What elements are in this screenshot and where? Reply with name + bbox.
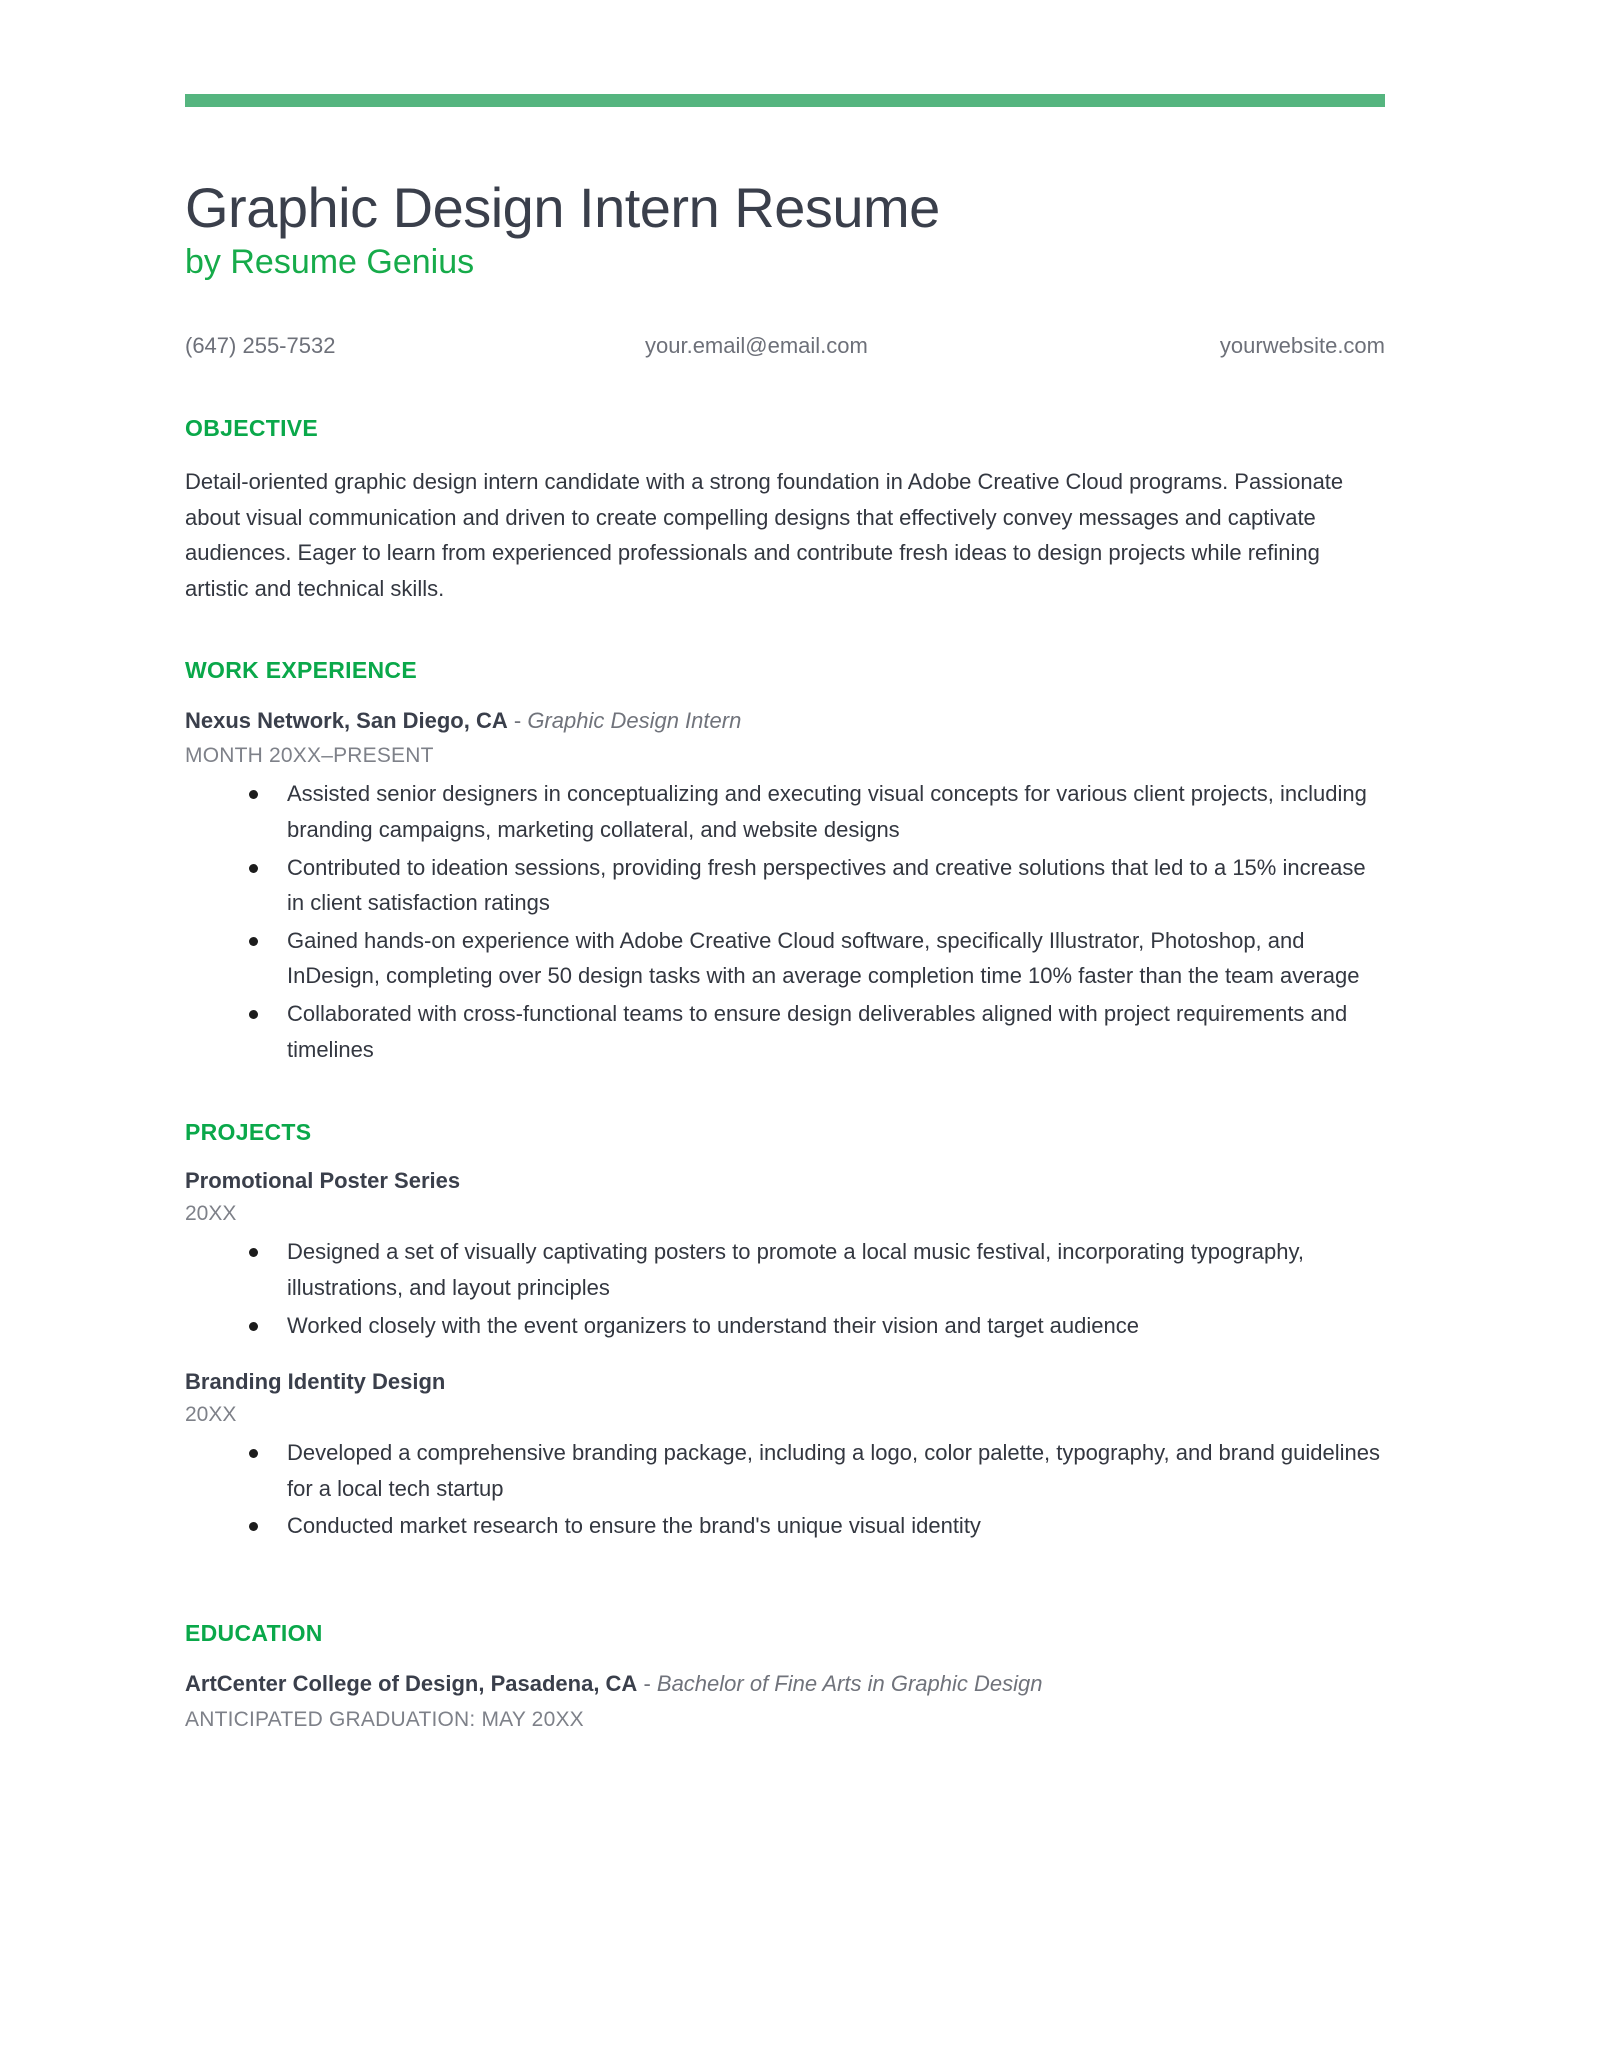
objective-text: Detail-oriented graphic design intern candidate with a strong foundation in Adobe Creative Cloud programs. Passionate about visual communication and driven to create compelling designs that effectively convey messages and captivate audiences. Eager to learn from experienced professionals and contribute fresh ideas to design projects while refining artistic and technical skills. xyxy=(185,469,1344,601)
project-year: 20XX xyxy=(185,1403,237,1427)
project-year: 20XX xyxy=(185,1202,237,1226)
education-separator: - xyxy=(637,1671,657,1697)
page-subtitle: by Resume Genius xyxy=(185,243,475,281)
project-name: Promotional Poster Series xyxy=(185,1168,461,1194)
section-heading-work-experience: WORK EXPERIENCE xyxy=(185,656,417,683)
project-name: Branding Identity Design xyxy=(185,1369,446,1395)
project-bullet-list xyxy=(185,1234,1385,1343)
work-dates: MONTH 20XX–PRESENT xyxy=(185,744,434,768)
contact-website: yourwebsite.com xyxy=(1219,333,1385,358)
project-bullet: Developed a comprehensive branding package, including a logo, color palette, typography, and brand guidelines for a local tech startup xyxy=(245,1435,1385,1506)
education-school: ArtCenter College of Design, Pasadena, CA xyxy=(185,1671,638,1697)
section-objective xyxy=(185,415,1385,607)
education-entry-header xyxy=(185,1669,1385,1700)
section-education xyxy=(185,1620,1385,1732)
work-entry xyxy=(185,706,1385,1068)
spacer xyxy=(185,1570,1385,1620)
work-bullet: Assisted senior designers in conceptualizing and executing visual concepts for various client projects, including branding campaigns, marketing collateral, and website designs xyxy=(245,776,1385,847)
education-graduation: ANTICIPATED GRADUATION: MAY 20XX xyxy=(185,1707,584,1731)
work-entry-header xyxy=(185,706,1385,737)
resume-sections xyxy=(185,415,1385,1740)
contact-phone: (647) 255-7532 xyxy=(185,333,336,358)
section-work-experience xyxy=(185,657,1385,1068)
work-bullet: Contributed to ideation sessions, providing fresh perspectives and creative solutions that led to a 15% increase in client satisfaction ratings xyxy=(245,850,1385,921)
contact-row xyxy=(185,333,1385,359)
section-heading-projects: PROJECTS xyxy=(185,1119,312,1146)
accent-bar xyxy=(185,94,1385,107)
spacer xyxy=(185,1069,1385,1119)
education-degree: Bachelor of Fine Arts in Graphic Design xyxy=(656,1671,1043,1697)
work-separator: - xyxy=(507,707,528,733)
work-organization: Nexus Network, San Diego, CA xyxy=(185,707,508,733)
project-bullet-list xyxy=(185,1435,1385,1544)
page-title: Graphic Design Intern Resume xyxy=(185,175,940,239)
work-bullet: Collaborated with cross-functional teams to ensure design deliverables aligned with project requirements and timelines xyxy=(245,996,1385,1067)
project-bullet: Worked closely with the event organizers to understand their vision and target audience xyxy=(245,1308,1385,1344)
work-bullet-list xyxy=(185,776,1385,1067)
section-projects xyxy=(185,1119,1385,1544)
project-entry xyxy=(185,1369,1385,1544)
contact-email: your.email@email.com xyxy=(645,333,868,358)
section-heading-objective: OBJECTIVE xyxy=(185,415,319,441)
work-role: Graphic Design Intern xyxy=(527,707,742,733)
project-bullet: Conducted market research to ensure the brand's unique visual identity xyxy=(245,1508,1385,1544)
work-bullet: Gained hands-on experience with Adobe Creative Cloud software, specifically Illustrator, Photoshop, and InDesign, completing over 50 design tasks with an average completion time 10% faster than the team average xyxy=(245,923,1385,994)
spacer xyxy=(185,607,1385,657)
project-entry xyxy=(185,1168,1385,1343)
project-bullet: Designed a set of visually captivating posters to promote a local music festival, incorporating typography, illustrations, and layout principles xyxy=(245,1234,1385,1305)
education-entry xyxy=(185,1669,1385,1732)
section-heading-education: EDUCATION xyxy=(185,1620,323,1647)
